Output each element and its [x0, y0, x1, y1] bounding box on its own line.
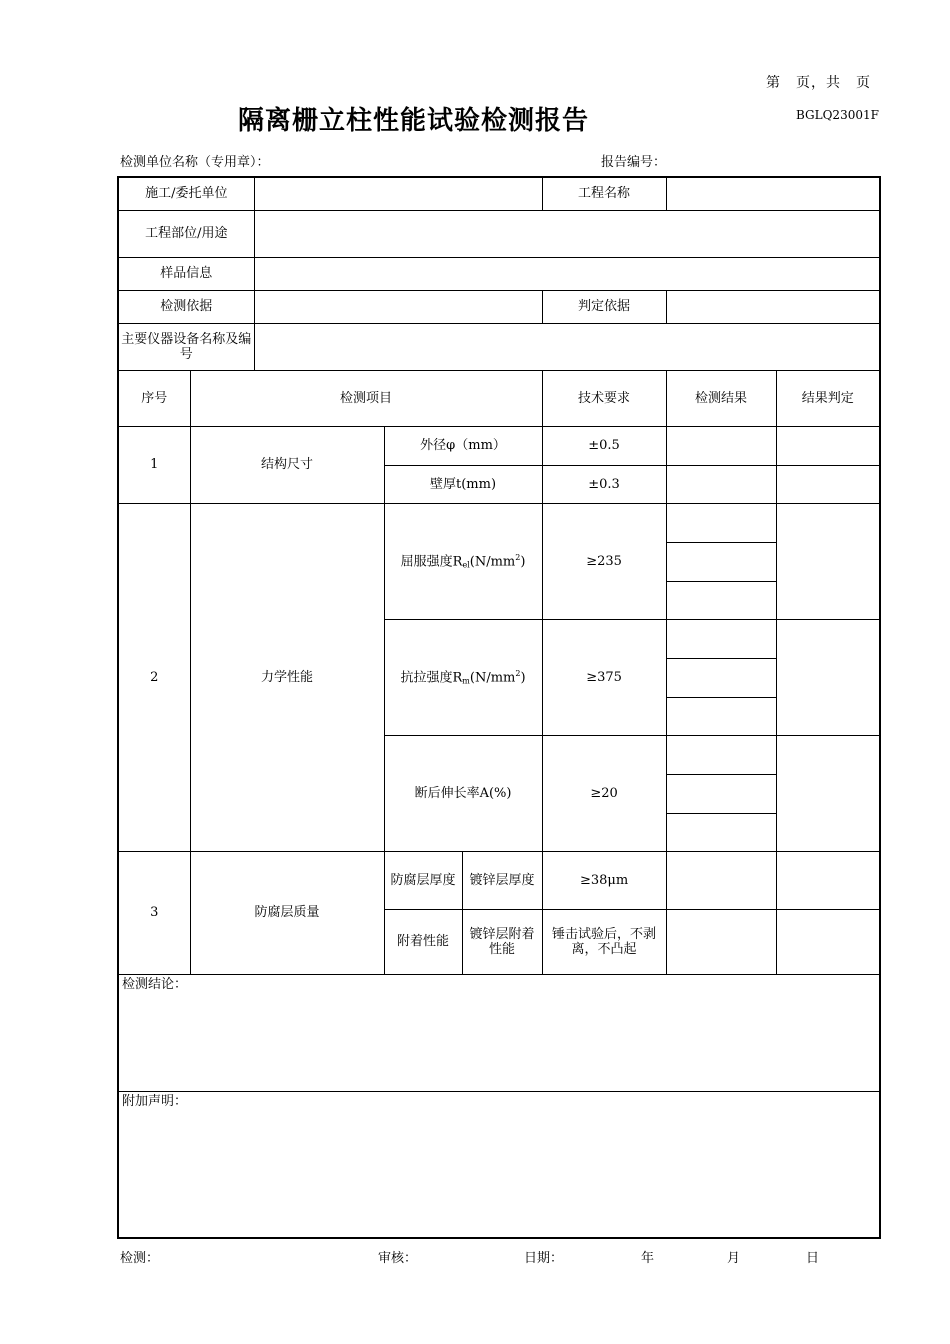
- sample-info-label: 样品信息: [118, 257, 254, 290]
- sub-elongation: 断后伸长率A(%): [384, 735, 542, 851]
- conclusion-label: 检测结论：: [122, 976, 188, 992]
- seq-1: 1: [118, 426, 190, 503]
- seq-2: 2: [118, 503, 190, 851]
- result-tensile-1[interactable]: [666, 619, 776, 658]
- req-zinc-adhesion: 锤击试验后，不剥离，不凸起: [542, 909, 666, 974]
- day-label: 日: [806, 1251, 820, 1266]
- conclusion-row: [118, 974, 880, 1091]
- column-header-row: [118, 370, 880, 426]
- result-elongation-3[interactable]: [666, 813, 776, 851]
- form-code: BGLQ23001F: [796, 108, 879, 122]
- req-elongation: ≥20: [542, 735, 666, 851]
- conclusion-field[interactable]: [118, 974, 880, 1091]
- sub-zinc-thickness: 镀锌层厚度: [462, 851, 542, 909]
- testing-unit-label: 检测单位名称（专用章）：: [120, 155, 270, 170]
- info-row-location: [118, 210, 880, 257]
- result-tensile-2[interactable]: [666, 658, 776, 697]
- result-zinc-adhesion[interactable]: [666, 909, 776, 974]
- sub-zinc-adhesion: 镀锌层附着性能: [462, 909, 542, 974]
- result-outer-diameter[interactable]: [666, 426, 776, 465]
- year-label: 年: [641, 1251, 655, 1266]
- info-row-basis: [118, 290, 880, 323]
- table-row: [118, 426, 880, 465]
- statement-label: 附加声明：: [122, 1093, 188, 1109]
- sub-coating-thickness: 防腐层厚度: [384, 851, 462, 909]
- report-table: [117, 176, 881, 1239]
- location-label: 工程部位/用途: [118, 210, 254, 257]
- result-zinc-thickness[interactable]: [666, 851, 776, 909]
- judge-yield-strength[interactable]: [776, 503, 880, 619]
- result-elongation-2[interactable]: [666, 774, 776, 813]
- sub-yield-strength: 屈服强度$R_{el}(N/mm^2)$: [384, 503, 542, 619]
- judge-zinc-adhesion[interactable]: [776, 909, 880, 974]
- col-seq: 序号: [118, 370, 190, 426]
- sub-adhesion: 附着性能: [384, 909, 462, 974]
- info-row-equipment: [118, 323, 880, 370]
- result-elongation-1[interactable]: [666, 735, 776, 774]
- result-yield-1[interactable]: [666, 503, 776, 542]
- judge-elongation[interactable]: [776, 735, 880, 851]
- result-yield-2[interactable]: [666, 542, 776, 581]
- info-row-client: [118, 177, 880, 210]
- col-item: 检测项目: [190, 370, 542, 426]
- req-outer-diameter: ±0.5: [542, 426, 666, 465]
- result-yield-3[interactable]: [666, 581, 776, 619]
- equipment-value[interactable]: [254, 323, 880, 370]
- seq-3: 3: [118, 851, 190, 974]
- col-requirement: 技术要求: [542, 370, 666, 426]
- date-label: 日期：: [524, 1251, 564, 1266]
- item-coating-quality: 防腐层质量: [190, 851, 384, 974]
- sub-wall-thickness: 壁厚t(mm): [384, 465, 542, 503]
- sub-tensile-strength: 抗拉强度$R_m(N/mm^2)$: [384, 619, 542, 735]
- page-counter: 第 页，共 页: [766, 75, 871, 91]
- statement-row: [118, 1091, 880, 1238]
- month-label: 月: [727, 1251, 741, 1266]
- table-row: [118, 503, 880, 542]
- col-result: 检测结果: [666, 370, 776, 426]
- sample-info-value[interactable]: [254, 257, 880, 290]
- statement-field[interactable]: [118, 1091, 880, 1238]
- req-yield-strength: ≥235: [542, 503, 666, 619]
- req-tensile-strength: ≥375: [542, 619, 666, 735]
- sub-outer-diameter: 外径φ（mm）: [384, 426, 542, 465]
- project-name-label: 工程名称: [542, 177, 666, 210]
- info-row-sample: [118, 257, 880, 290]
- tester-label: 检测：: [120, 1251, 160, 1266]
- location-value[interactable]: [254, 210, 880, 257]
- project-name-value[interactable]: [666, 177, 880, 210]
- equipment-label: 主要仪器设备名称及编号: [118, 323, 254, 370]
- judge-outer-diameter[interactable]: [776, 426, 880, 465]
- page-title: 隔离栅立柱性能试验检测报告: [238, 106, 590, 136]
- judge-basis-value[interactable]: [666, 290, 880, 323]
- req-wall-thickness: ±0.3: [542, 465, 666, 503]
- req-zinc-thickness: ≥38μm: [542, 851, 666, 909]
- report-number-label: 报告编号：: [601, 155, 667, 170]
- item-mechanical: 力学性能: [190, 503, 384, 851]
- test-basis-value[interactable]: [254, 290, 542, 323]
- judge-zinc-thickness[interactable]: [776, 851, 880, 909]
- client-label: 施工/委托单位: [118, 177, 254, 210]
- result-wall-thickness[interactable]: [666, 465, 776, 503]
- col-judgement: 结果判定: [776, 370, 880, 426]
- client-value[interactable]: [254, 177, 542, 210]
- judge-tensile-strength[interactable]: [776, 619, 880, 735]
- test-basis-label: 检测依据: [118, 290, 254, 323]
- item-structure-size: 结构尺寸: [190, 426, 384, 503]
- reviewer-label: 审核：: [378, 1251, 418, 1266]
- result-tensile-3[interactable]: [666, 697, 776, 735]
- judge-basis-label: 判定依据: [542, 290, 666, 323]
- table-row: [118, 851, 880, 909]
- judge-wall-thickness[interactable]: [776, 465, 880, 503]
